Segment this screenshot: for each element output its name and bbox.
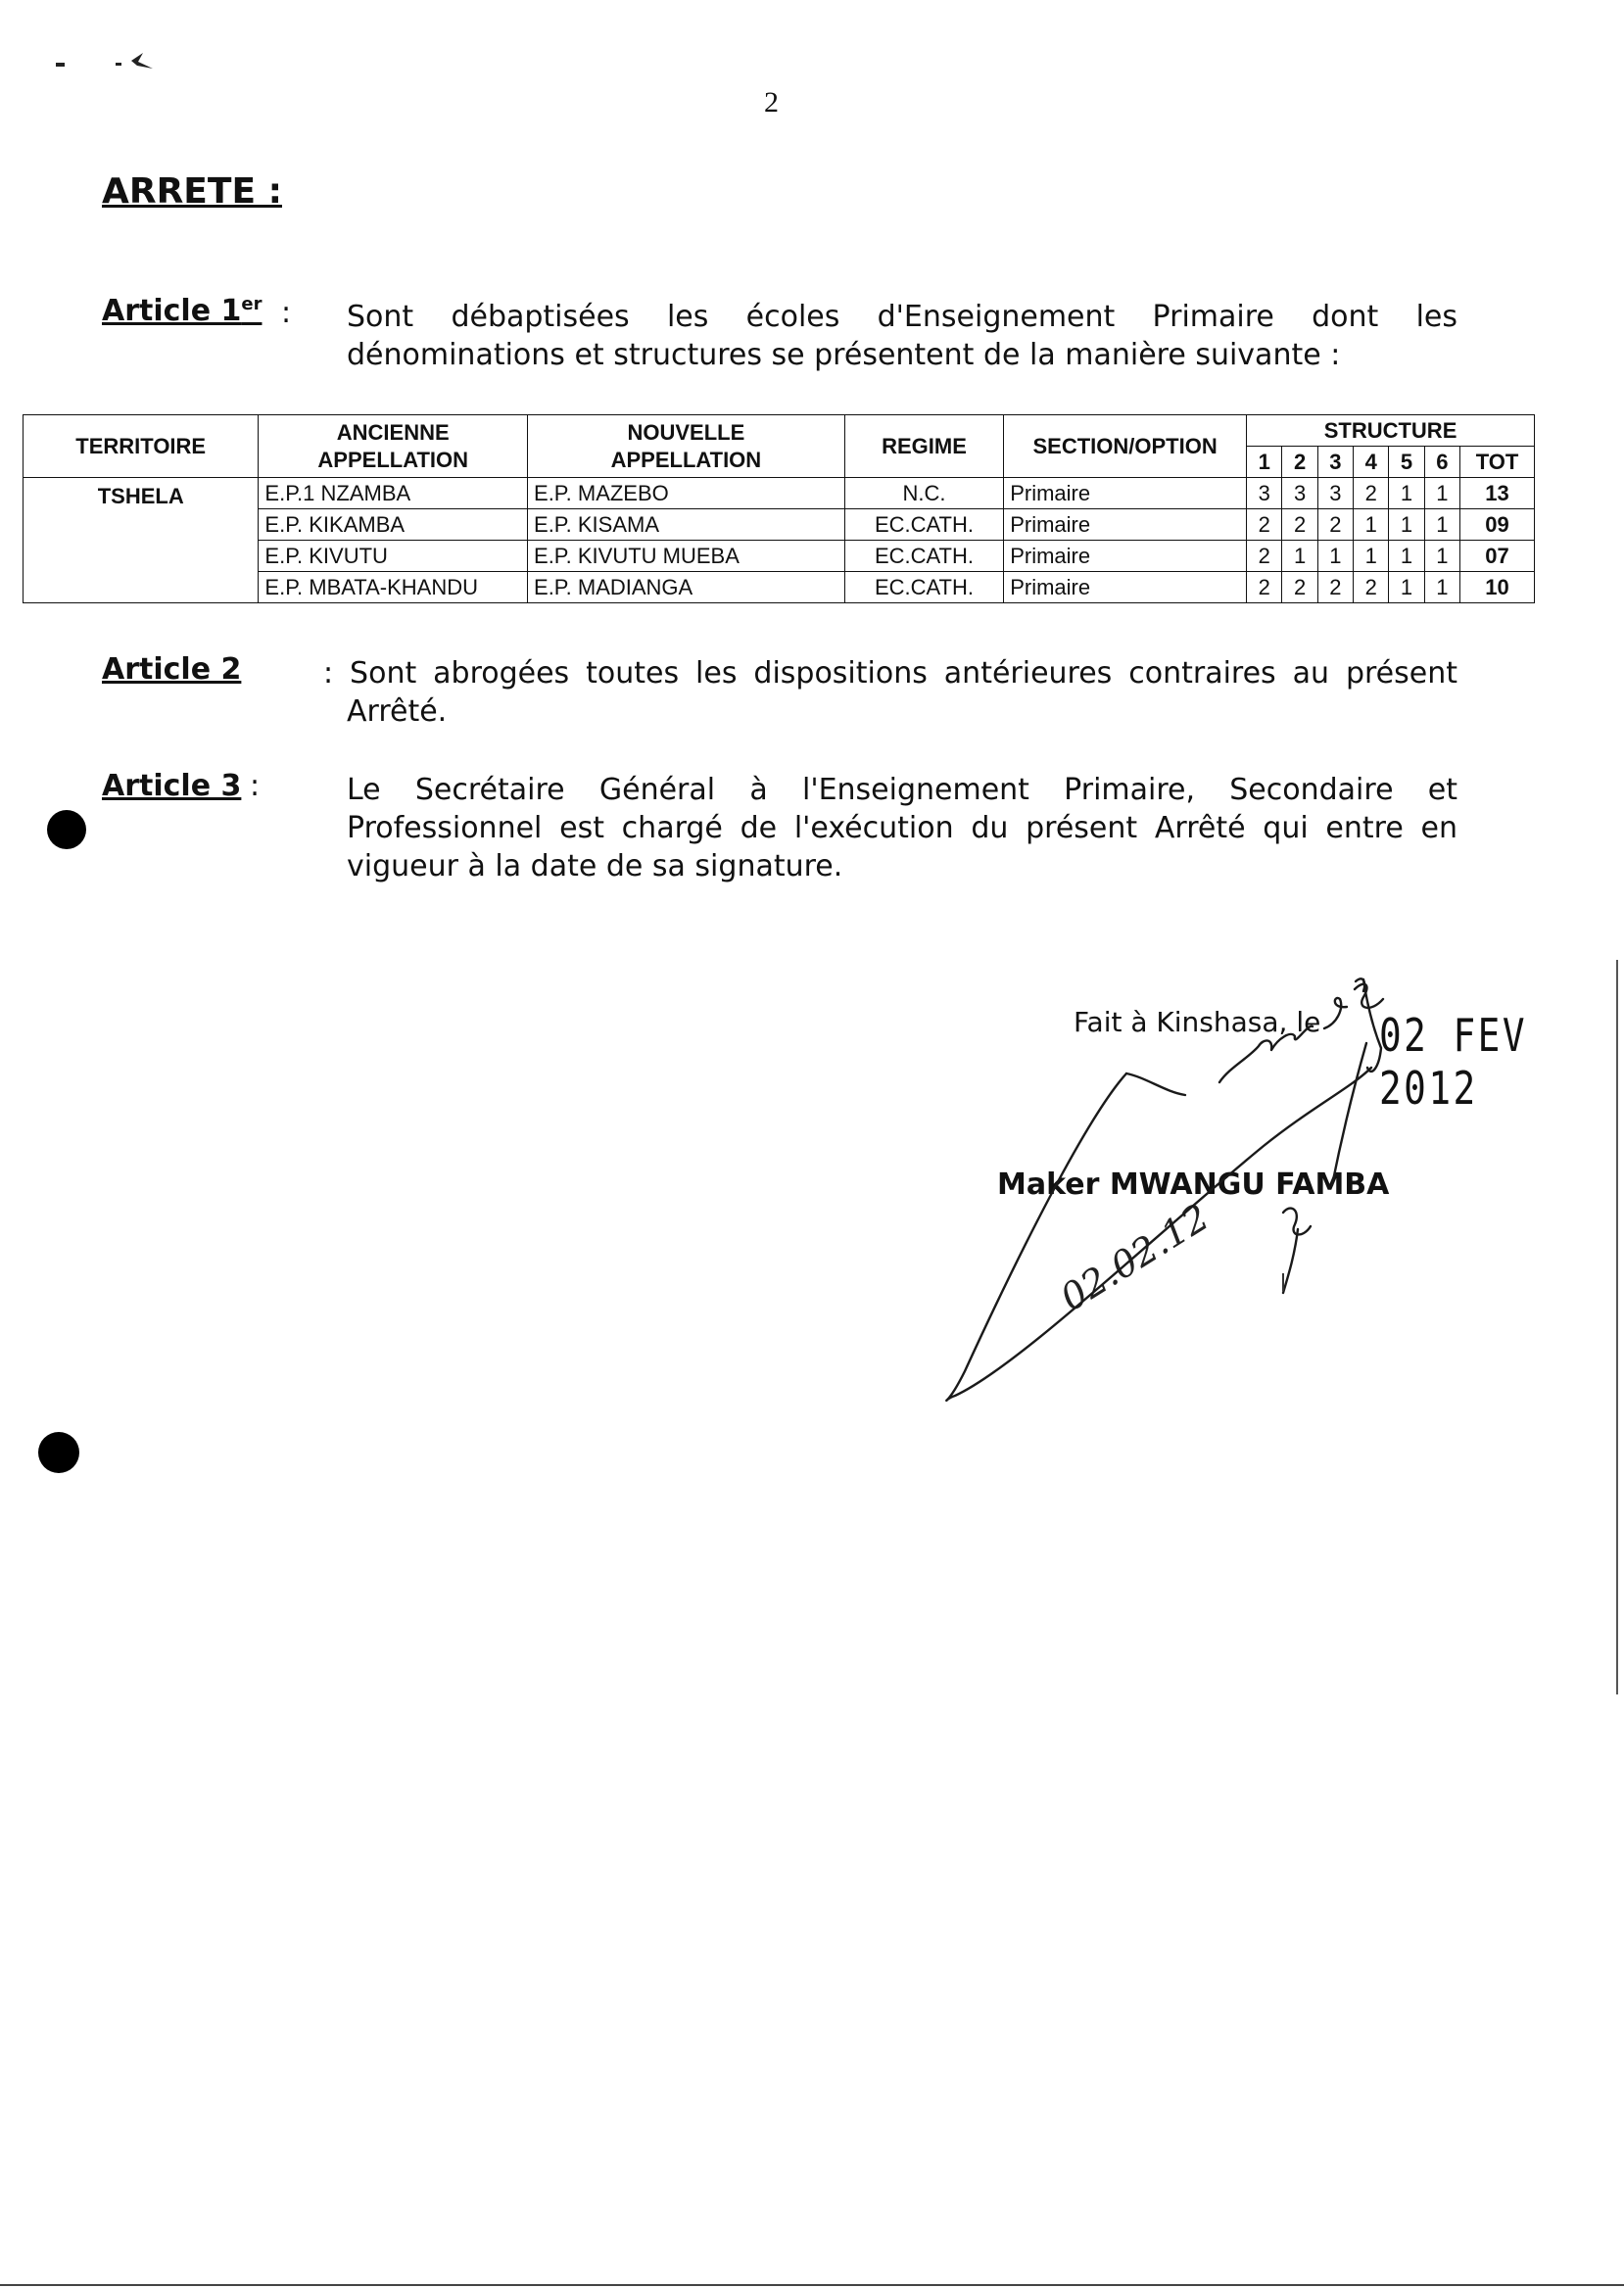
section-cell: Primaire — [1004, 541, 1247, 572]
level-1-cell: 2 — [1247, 572, 1282, 603]
handwritten-date: 02.02.12 — [1053, 1195, 1217, 1320]
level-1-cell: 3 — [1247, 478, 1282, 509]
article-2-line-2: Arrêté. — [347, 694, 448, 729]
nouvelle-cell: E.P. MAZEBO — [528, 478, 845, 509]
level-1-cell: 2 — [1247, 541, 1282, 572]
header-territoire: TERRITOIRE — [24, 415, 259, 478]
signature-stroke — [1126, 1073, 1185, 1095]
level-2-cell: 1 — [1282, 541, 1317, 572]
level-6-cell: 1 — [1424, 541, 1459, 572]
level-3-cell: 2 — [1317, 572, 1353, 603]
header-level-6: 6 — [1424, 447, 1459, 478]
article-2-label: Article 2 — [102, 652, 242, 687]
signature-stroke — [1363, 979, 1381, 1072]
level-4-cell: 2 — [1354, 572, 1389, 603]
regime-cell: EC.CATH. — [844, 572, 1003, 603]
article-1-label-sup: er — [241, 294, 263, 314]
header-nouvelle-line-1: NOUVELLE — [627, 419, 745, 445]
article-3-colon: : — [250, 769, 261, 803]
level-4-cell: 2 — [1354, 478, 1389, 509]
article-1-line-2: dénominations et structures se présentent de la manière suivante : — [347, 338, 1341, 372]
signature-stroke — [1324, 998, 1347, 1028]
article-2-line-1: : Sont abrogées toutes les dispositions antérieures contraires au présent — [323, 656, 1457, 691]
section-cell: Primaire — [1004, 509, 1247, 541]
tot-cell: 09 — [1460, 509, 1535, 541]
level-6-cell: 1 — [1424, 478, 1459, 509]
territory-cell: TSHELA — [24, 478, 259, 603]
page-number: 2 — [764, 86, 779, 119]
level-5-cell: 1 — [1389, 509, 1424, 541]
level-4-cell: 1 — [1354, 509, 1389, 541]
regime-cell: EC.CATH. — [844, 541, 1003, 572]
header-ancienne-line-1: ANCIENNE — [336, 419, 450, 445]
ancienne-cell: E.P. MBATA-KHANDU — [259, 572, 528, 603]
ancienne-cell: E.P. KIKAMBA — [259, 509, 528, 541]
level-6-cell: 1 — [1424, 509, 1459, 541]
nouvelle-cell: E.P. KIVUTU MUEBA — [528, 541, 845, 572]
header-structure: STRUCTURE — [1247, 415, 1535, 447]
header-regime: REGIME — [844, 415, 1003, 478]
article-1-colon: : — [281, 296, 292, 330]
article-1-line-1: Sont débaptisées les écoles d'Enseignement Primaire dont les — [347, 300, 1457, 334]
level-5-cell: 1 — [1389, 478, 1424, 509]
header-ancienne-line-2: APPELLATION — [317, 447, 468, 472]
nouvelle-cell: E.P. MADIANGA — [528, 572, 845, 603]
level-2-cell: 2 — [1282, 509, 1317, 541]
level-3-cell: 1 — [1317, 541, 1353, 572]
header-level-4: 4 — [1354, 447, 1389, 478]
level-3-cell: 3 — [1317, 478, 1353, 509]
tot-cell: 07 — [1460, 541, 1535, 572]
signatory-name: Maker MWANGU FAMBA — [997, 1168, 1390, 1202]
regime-cell: N.C. — [844, 478, 1003, 509]
document-heading: ARRETE : — [102, 171, 282, 212]
header-level-2: 2 — [1282, 447, 1317, 478]
stamped-date: 02 FEV 2012 — [1379, 1009, 1528, 1115]
article-3-line-1: Le Secrétaire Général à l'Enseignement Primaire, Secondaire et — [347, 773, 1457, 807]
level-5-cell: 1 — [1389, 541, 1424, 572]
level-4-cell: 1 — [1354, 541, 1389, 572]
regime-cell: EC.CATH. — [844, 509, 1003, 541]
header-level-1: 1 — [1247, 447, 1282, 478]
signature-stroke — [1332, 1043, 1366, 1185]
header-tot: TOT — [1460, 447, 1535, 478]
nouvelle-cell: E.P. KISAMA — [528, 509, 845, 541]
level-2-cell: 3 — [1282, 478, 1317, 509]
level-6-cell: 1 — [1424, 572, 1459, 603]
article-3-line-3: vigueur à la date de sa signature. — [347, 849, 843, 883]
place-date-text: Fait à Kinshasa, le — [1074, 1006, 1321, 1038]
ancienne-cell: E.P.1 NZAMBA — [259, 478, 528, 509]
level-3-cell: 2 — [1317, 509, 1353, 541]
header-nouvelle-line-2: APPELLATION — [610, 447, 762, 472]
ancienne-cell: E.P. KIVUTU — [259, 541, 528, 572]
article-1-label-text: Article 1 — [102, 294, 242, 328]
section-cell: Primaire — [1004, 478, 1247, 509]
header-level-3: 3 — [1317, 447, 1353, 478]
level-2-cell: 2 — [1282, 572, 1317, 603]
article-3-line-2: Professionnel est chargé de l'exécution du présent Arrêté qui entre en — [347, 811, 1457, 845]
level-5-cell: 1 — [1389, 572, 1424, 603]
signature-stroke — [1283, 1229, 1298, 1293]
article-3-label: Article 3 — [102, 769, 242, 803]
level-1-cell: 2 — [1247, 509, 1282, 541]
section-cell: Primaire — [1004, 572, 1247, 603]
signature-stroke — [946, 1068, 1371, 1401]
signature-stroke — [1219, 1026, 1313, 1082]
tot-cell: 10 — [1460, 572, 1535, 603]
header-level-5: 5 — [1389, 447, 1424, 478]
header-section-option: SECTION/OPTION — [1004, 415, 1247, 478]
tot-cell: 13 — [1460, 478, 1535, 509]
